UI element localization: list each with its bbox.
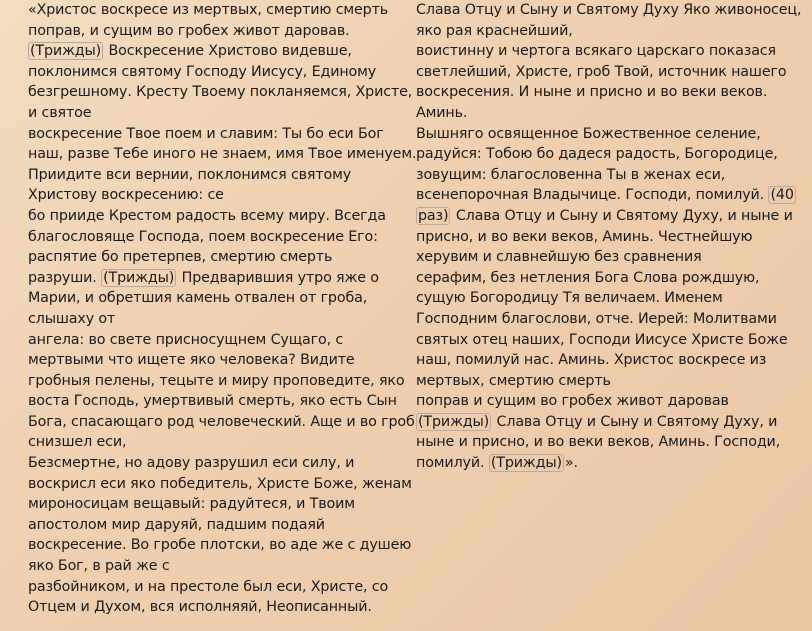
left-column <box>28 0 416 618</box>
line-text: Предварившия утро яже о <box>177 269 379 286</box>
text-line <box>416 165 801 186</box>
text-line <box>28 268 416 289</box>
line-text: помилуй. <box>416 455 489 472</box>
line-text: поклонимся святому Господу Иисусу, Единому <box>28 63 377 80</box>
text-line <box>416 82 801 103</box>
line-text: воскресение. Во гробе плотски, во аде же с душею <box>28 537 412 554</box>
text-line <box>28 165 416 186</box>
line-text: мертвыми что ищете яко человека? Видите <box>28 352 355 369</box>
text-line <box>416 247 801 268</box>
line-text: Слава Отцу и Сыну и Святому Духу, и ныне и <box>451 207 793 224</box>
text-line <box>416 391 801 412</box>
line-text: Воскресение Христово видевше, <box>104 43 352 60</box>
line-text: воскрисл еси яко победитель, Христе Боже, женам <box>28 475 412 492</box>
text-line <box>28 371 416 392</box>
text-line <box>28 185 416 206</box>
line-text: светлейший, Христе, гроб Твой, источник нашего <box>416 63 787 80</box>
line-text: ». <box>564 455 578 472</box>
line-text: Господним благослови, отче. Иерей: Молитвами <box>416 310 777 327</box>
text-line <box>416 103 801 124</box>
line-text: наш, помилуй нас. Аминь. Христос воскресе из <box>416 352 767 369</box>
line-text: апостолом мир даруяй, падшим подаяй <box>28 516 325 533</box>
line-text: воистинну и чертога всякаго царскаго показася <box>416 43 776 60</box>
rubric-mark: раз) <box>418 207 449 224</box>
text-line <box>416 371 801 392</box>
text-line <box>416 268 801 289</box>
text-line <box>416 227 801 248</box>
text-line <box>28 556 416 577</box>
line-text: наш, разве Тебе иного не знаем, имя Твое именуем. <box>28 146 417 163</box>
text-line <box>416 0 801 21</box>
text-line <box>416 412 801 433</box>
text-line <box>28 288 416 309</box>
line-text: Марии, и обретшия камень отвален от гроба, <box>28 290 368 307</box>
line-text: Слава Отцу и Сыну и Святому Духу Яко живоносец, <box>416 2 802 18</box>
text-line <box>28 515 416 536</box>
line-text: «Христос воскресе из мертвых, смертию смерть <box>28 2 389 18</box>
line-text: ныне и присно, и во веки веков, Аминь. Господи, <box>416 434 781 451</box>
text-line <box>416 62 801 83</box>
text-line <box>28 82 416 103</box>
line-text: радуйся: Тобою бо дадеся радость, Богородице, <box>416 146 778 163</box>
line-text: Приидите вси вернии, поклонимся святому <box>28 166 352 183</box>
line-text: мертвых, смертию смерть <box>416 372 611 389</box>
line-text: воскресение Твое поем и славим: Ты бо еси Бог <box>28 125 384 142</box>
line-text: Аминь. <box>416 104 468 121</box>
text-line <box>416 350 801 371</box>
text-line <box>28 350 416 371</box>
line-text: разруши. <box>28 269 102 286</box>
line-text: мироносицам вещавый: радуйтеся, и Твоим <box>28 496 355 513</box>
text-line <box>416 288 801 309</box>
text-line <box>28 474 416 495</box>
text-line <box>28 309 416 330</box>
right-column <box>416 0 801 474</box>
line-text: сущую Богородицу Тя величаем. Именем <box>416 290 723 307</box>
line-text: всенепорочная Владычице. Господи, помилуй. <box>416 187 769 204</box>
text-line <box>28 597 416 618</box>
text-line <box>28 247 416 268</box>
text-line <box>416 41 801 62</box>
line-text: Христову воскресению: се <box>28 187 224 204</box>
line-text: воста Господь, умертвивый смерть, яко есть Сын <box>28 393 397 410</box>
line-text: святых отец наших, Господи Иисусе Христе Боже <box>416 331 788 348</box>
text-line <box>28 0 416 21</box>
line-text: распятие бо претерпев, смертию смерть <box>28 249 333 266</box>
line-text: зовущим: благословенна Ты в женах еси, <box>416 166 726 183</box>
text-line <box>28 391 416 412</box>
rubric-mark: (Трижды) <box>490 455 562 472</box>
line-text: Безсмертне, но адову разрушил еси силу, и <box>28 455 355 472</box>
rubric-mark: (40 <box>770 187 794 204</box>
text-line <box>416 124 801 145</box>
line-text: разбойником, и на престоле был еси, Христе, со <box>28 578 389 595</box>
text-line <box>28 21 416 42</box>
line-text: поправ и сущим во гробех живот даровав <box>416 393 729 410</box>
line-text: и святое <box>28 104 92 121</box>
line-text: безгрешному. Кресту Твоему покланяемся, Христе, <box>28 84 413 101</box>
line-text: воскресения. И ныне и присно и во веки веков. <box>416 84 768 101</box>
line-text: Отцем и Духом, вся исполняяй, Неописанный. <box>28 599 372 616</box>
text-line <box>28 577 416 598</box>
line-text: гробныя пелены, тецыте и миру проповедите, яко <box>28 372 405 389</box>
text-line <box>416 185 801 206</box>
text-line <box>28 41 416 62</box>
line-text: Вышняго освященное Божественное селение, <box>416 125 761 142</box>
line-text: херувим и славнейшую без сравнения <box>416 249 702 266</box>
text-line <box>28 227 416 248</box>
text-line <box>28 103 416 124</box>
line-text: благословяще Господа, поем воскресение Его: <box>28 228 378 245</box>
text-line <box>416 206 801 227</box>
rubric-mark: (Трижды) <box>30 43 102 60</box>
text-line <box>416 309 801 330</box>
text-line <box>416 144 801 165</box>
text-line <box>28 494 416 515</box>
text-line <box>416 432 801 453</box>
text-line <box>28 144 416 165</box>
text-line <box>416 21 801 42</box>
line-text: ангела: во свете присносущнем Сущаго, с <box>28 331 344 348</box>
rubric-mark: (Трижды) <box>418 413 490 430</box>
text-line <box>28 432 416 453</box>
line-text: яко Бог, в рай же с <box>28 558 170 575</box>
line-text: яко рая краснейший, <box>416 22 573 39</box>
text-line <box>28 535 416 556</box>
text-line <box>28 124 416 145</box>
text-line <box>416 453 801 474</box>
line-text: присно, и во веки веков, Аминь. Честнейшую <box>416 228 753 245</box>
text-line <box>28 453 416 474</box>
line-text: Бога, спасающаго род человеческий. Аще и во гроб <box>28 413 415 430</box>
line-text: Слава Отцу и Сыну и Святому Духу, и <box>492 413 778 430</box>
text-line <box>28 206 416 227</box>
text-line <box>28 62 416 83</box>
text-line <box>28 412 416 433</box>
text-line <box>28 330 416 351</box>
rubric-mark: (Трижды) <box>103 269 175 286</box>
line-text: снизшел еси, <box>28 434 127 451</box>
line-text: слышаху от <box>28 310 116 327</box>
line-text: поправ, и сущим во гробех живот даровав. <box>28 22 350 39</box>
text-line <box>416 330 801 351</box>
line-text: бо прииде Крестом радость всему миру. Всегда <box>28 207 386 224</box>
line-text: серафим, без нетления Бога Слова рождшую, <box>416 269 760 286</box>
